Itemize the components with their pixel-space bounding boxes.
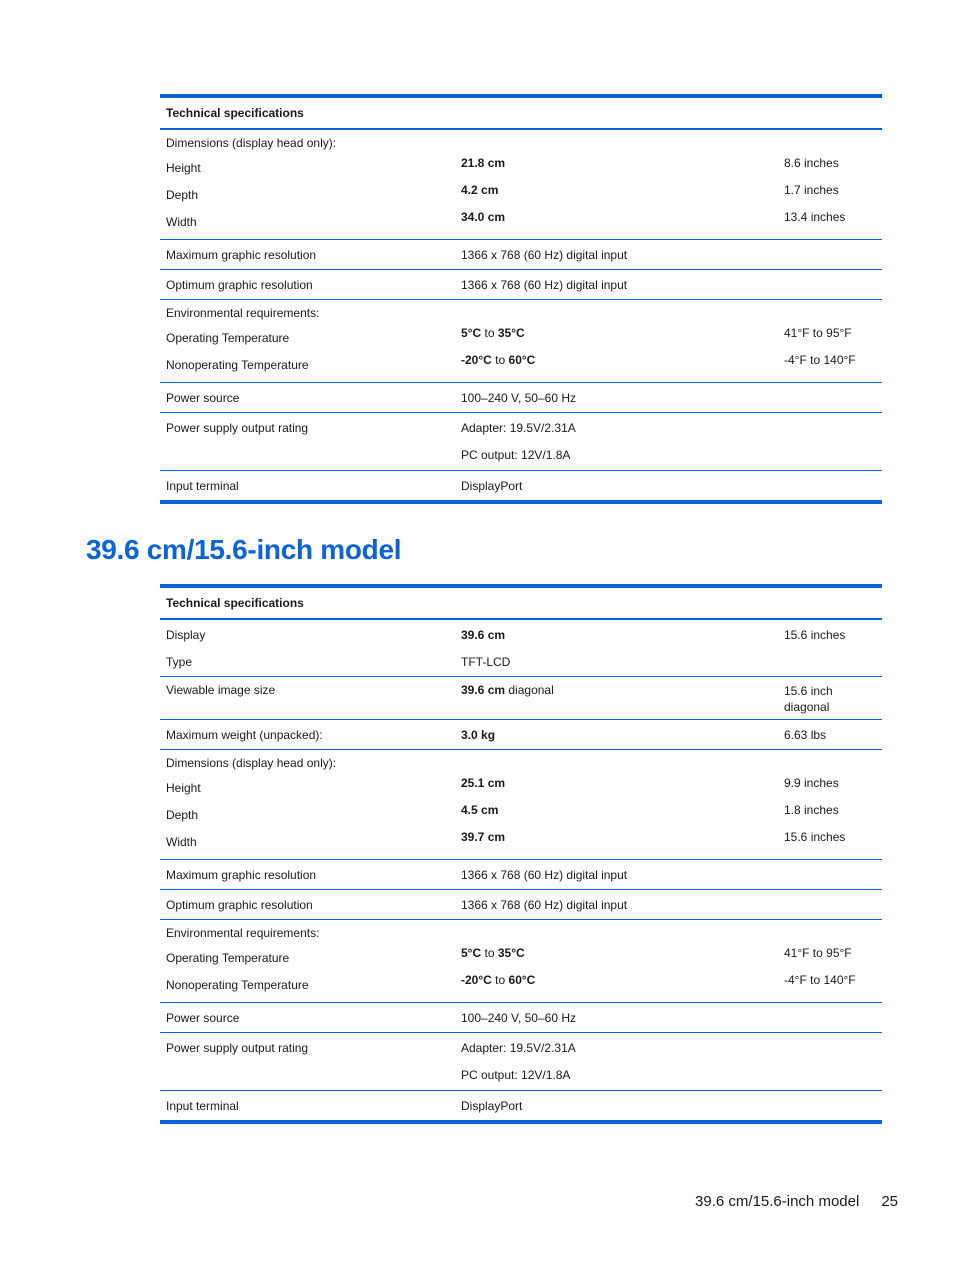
table-row: Input terminal DisplayPort [166,478,523,493]
dimensions-group [160,750,882,860]
table-row: Dimensions (display head only): [166,756,337,770]
footer-section-title: 39.6 cm/15.6-inch model [695,1193,860,1210]
table-row: Type TFT-LCD [166,654,511,669]
table-row: Viewable image size 39.6 cm diagonal 15.6 inch diagonal [160,677,882,720]
table-row: Power source 100–240 V, 50–60 Hz [160,1003,882,1033]
table-row: Power source 100–240 V, 50–60 Hz [160,383,882,413]
table-row: Width 39.7 cm 15.6 inches [166,829,846,849]
table-row: Nonoperating Temperature -20°C to 60°C -4°F to 140°F [166,352,856,372]
display-group [160,620,882,677]
table-header: Technical specifications [160,98,882,130]
table-row: Depth 4.2 cm 1.7 inches [166,182,839,202]
table-row: Nonoperating Temperature -20°C to 60°C -4°F to 140°F [166,972,856,992]
table-header: Technical specifications [160,588,882,620]
spec-table-2 [160,584,882,1124]
environment-group [160,920,882,1003]
table-row: Maximum graphic resolution 1366 x 768 (60 Hz) digital input [160,240,882,270]
environment-group [160,300,882,383]
page-footer [695,1193,898,1210]
table-row: Depth 4.5 cm 1.8 inches [166,802,839,822]
table-row: Width 34.0 cm 13.4 inches [166,209,846,229]
section-heading: 39.6 cm/15.6-inch model [86,534,402,565]
page-number: 25 [881,1193,898,1210]
table-row: Height 25.1 cm 9.9 inches [166,775,839,795]
table-row: Optimum graphic resolution 1366 x 768 (60 Hz) digital input [160,270,882,300]
table-row: Maximum graphic resolution 1366 x 768 (60 Hz) digital input [160,860,882,890]
table-row: Operating Temperature 5°C to 35°C 41°F to 95°F [166,945,852,965]
table-row: Operating Temperature 5°C to 35°C 41°F to 95°F [166,325,852,345]
table-row: Height 21.8 cm 8.6 inches [166,155,839,175]
table-row: Power supply output rating Adapter: 19.5V/2.31A PC output: 12V/1.8A [160,1033,882,1091]
table-row: Input terminal DisplayPort [166,1098,523,1113]
table-row: Power supply output rating Adapter: 19.5V/2.31A PC output: 12V/1.8A [160,413,882,471]
dimensions-group [160,130,882,240]
table-row: Dimensions (display head only): [166,136,337,150]
table-row: Maximum weight (unpacked): 3.0 kg 6.63 lbs [160,720,882,750]
table-row: Optimum graphic resolution 1366 x 768 (60 Hz) digital input [160,890,882,920]
table-row: Environmental requirements: [166,306,320,320]
table-row: Environmental requirements: [166,926,320,940]
table-row: Display 39.6 cm 15.6 inches [166,627,846,642]
spec-table-1 [160,94,882,504]
